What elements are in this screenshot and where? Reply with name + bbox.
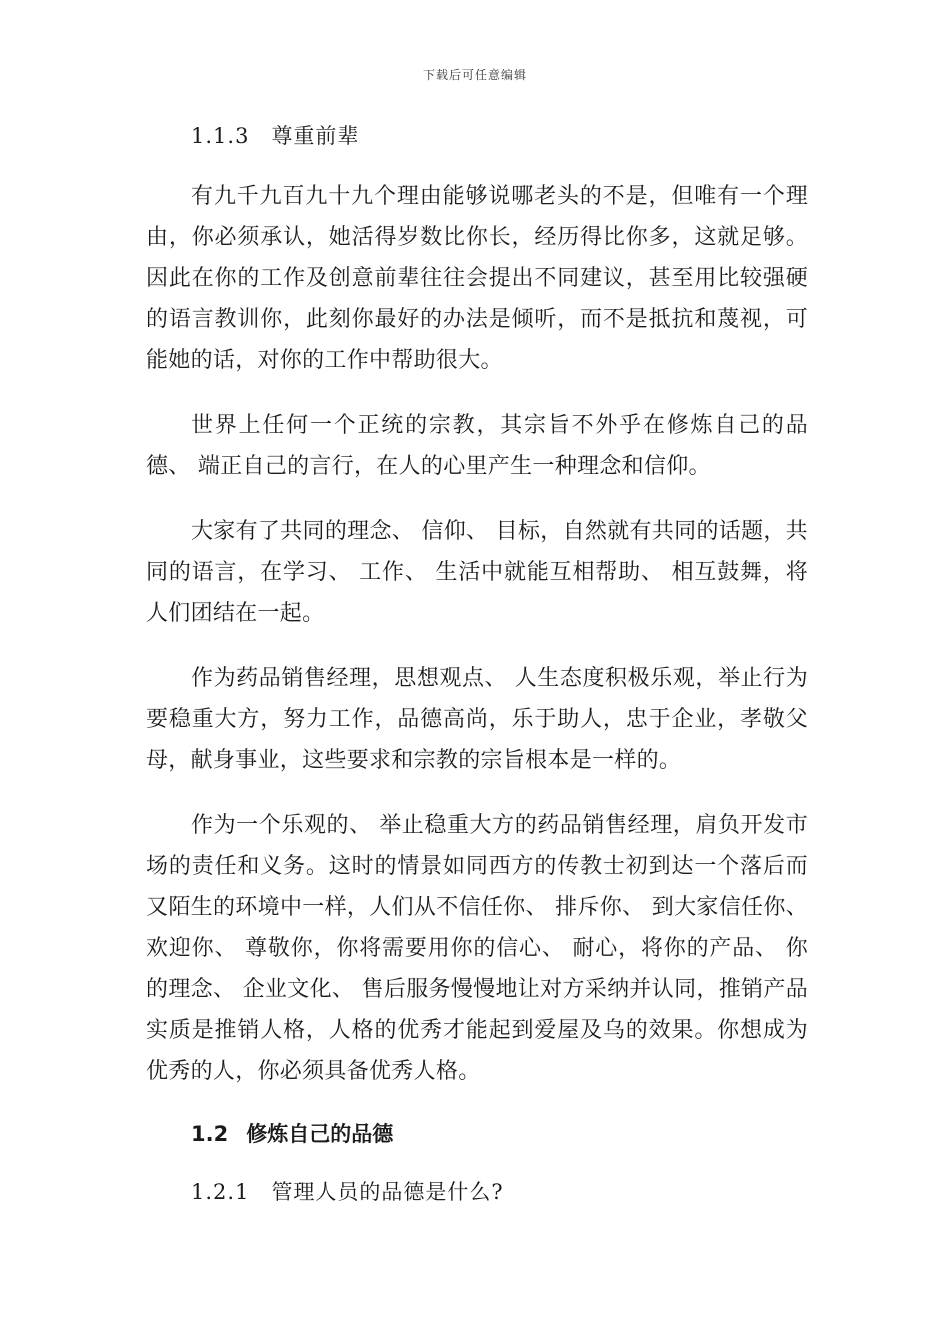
paragraph: 作为一个乐观的、 举止稳重大方的药品销售经理，肩负开发市场的责任和义务。这时的情景如同西方的传教士初到达一个落后而又陌生的环境中一样，人们从不信任你、 排斥你、 到大家信任你、 欢迎你、 尊敬你，你将需要用你的信心、 耐心，将你的产品、 你的理念、 企业文化、 售后服务慢慢地让对方采纳并认同，推销产品实质是推销人格，人格的优秀才能起到爱屋及乌的效果。你想成为优秀的人，你必须具备优秀人格。 xyxy=(146,813,808,1084)
section-number: 1.2.1 xyxy=(191,1180,250,1204)
section-heading-1-2 xyxy=(191,1116,808,1152)
paragraph: 作为药品销售经理，思想观点、 人生态度积极乐观，举止行为要稳重大方，努力工作，品德高尚，乐于助人，忠于企业，孝敬父母，献身事业，这些要求和宗教的宗旨根本是一样的。 xyxy=(146,666,808,773)
section-heading-1-1-3 xyxy=(191,118,808,154)
page-header-note: 下载后可任意编辑 xyxy=(422,68,527,82)
section-number: 1.2 xyxy=(191,1122,229,1146)
section-title: 尊重前辈 xyxy=(271,124,360,148)
section-title: 管理人员的品德是什么? xyxy=(271,1180,504,1204)
document-body xyxy=(146,118,808,1232)
paragraph: 有九千九百九十九个理由能够说哪老头的不是，但唯有一个理由，你必须承认，她活得岁数比你长，经历得比你多，这就足够。因此在你的工作及创意前辈往往会提出不同建议，甚至用比较强硬的语言教训你，此刻你最好的办法是倾听，而不是抵抗和蔑视，可能她的话，对你的工作中帮助很大。 xyxy=(146,184,808,373)
paragraph: 大家有了共同的理念、 信仰、 目标，自然就有共同的话题，共同的语言，在学习、 工作、 生活中就能互相帮助、 相互鼓舞，将人们团结在一起。 xyxy=(146,519,809,626)
section-number: 1.1.3 xyxy=(191,124,250,148)
section-title: 修炼自己的品德 xyxy=(246,1122,394,1146)
section-heading-1-2-1 xyxy=(191,1174,808,1210)
paragraph: 世界上任何一个正统的宗教，其宗旨不外乎在修炼自己的品德、 端正自己的言行，在人的心里产生一种理念和信仰。 xyxy=(146,413,808,479)
